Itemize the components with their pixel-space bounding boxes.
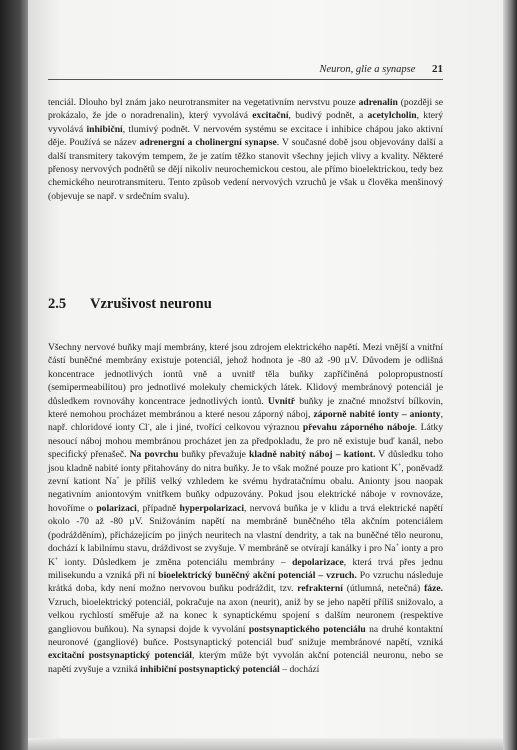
bold-term: fáze. [424,583,443,595]
running-header [48,63,443,75]
text-run: je příliš velký vzhledem ke svému hydratačnímu obalu. Anionty jsou naopak negativním aniontovým vnitřkem buňky odpuzovány. Pokud jsou elektrické náboje v rovnováze, hovoříme o [48,476,443,514]
text-run: buňky je značné množství bílkovin, které nemohou procházet membránou a které nesou záporný náboj, [48,395,443,421]
text-run: , případně [136,502,180,514]
text-run: Vzruch, bioelektrický potenciál, pokračuje na axon (neurit), aniž by se jeho napětí příliš snižovalo, a velkou rychlostí směřuje až na konec k synaptickému spojení s dalším neuronem (respektive gangliovou buňkou). Na synapsi dojde k vyvolání [48,596,443,635]
text-run: Všechny nervové buňky mají membrány, které jsou zdrojem elektrického napětí. Mezi vnější a vnitřní částí buněčné membrány existuje potenciál, jehož hodnota je -80 až -90 µV. Důvodem je odlišná koncentrace jednotlivých iontů vně a uvnitř těla buňky zapříčiněná polopropustností (semipermeabilitou) pro jednotlivé molekuly chemických látek. Klidový membránový potenciál je důsledkem rovnováhy koncentrace jednotlivých iontů. [48,342,443,407]
text-run: tenciál. Dlouho byl znám jako neurotransmiter na vegetativním nervstvu pouze [48,97,359,108]
bold-term: inhibiční [86,123,123,135]
text-run: ionty a pro K [48,543,443,568]
text-run: buňky převažuje [178,449,250,461]
bold-term: Na povrchu [129,449,179,461]
ion-charge-superscript: - [147,422,150,429]
ion-charge-superscript: + [54,556,59,563]
text-run: . Látky nesoucí náboj mohou membránou procházet jen za předpokladu, že pro ně existuje buď kanál, nebo specifický přenašeč. [48,422,443,461]
text-run: , tlumivý podnět. V nervovém systému se excitace i inhibice chápou jako aktivní děje. Používá se název [48,123,443,149]
text-run: – dochází [279,663,320,675]
bold-term: bioelektrický buněčný akční potenciál – vzruch. [158,569,357,581]
bold-term: polarizaci [96,502,137,514]
section-title: Vzrušivost neuronu [90,296,212,312]
text-run: , poněvadž zevní kationt Na [48,462,444,488]
ion-charge-superscript: + [116,475,120,482]
paragraph-intro [48,96,443,203]
page-number: 21 [432,63,443,75]
bold-term: převahu záporného náboje [302,422,415,434]
text-run: Po vzruchu následuje krátká doba, kdy není možno nervovou buňku podráždit, tzv. [48,569,443,595]
bold-term: acetylcholin [367,110,417,122]
bold-term: Uvnitř [267,395,296,407]
bold-term: refrakterní [297,583,343,595]
running-title: Neuron, glie a synapse [319,64,416,75]
text-run: , která trvá přes jednu milisekundu a vzniká při ní [48,556,443,581]
text-run: , nervová buňka je v klidu a trvá elektrické napětí okolo -70 až -80 µV. Snižováním napětí na membráně buněčného těla akčním potenciálem (podrážděním), přicházejícím po jiných neuritech na vlastní dendrity, a tak na buněčné tělo neuronu, dochází k labilnímu stavu, dráždivost se zvyšuje. V membráně se otvírají kanálky i pro Na [48,502,443,555]
text-run: (útlumná, netečná) [342,583,425,595]
bold-term: inhibiční postsynaptický potenciál [140,663,280,675]
text-run: , např. chloridové ionty Cl [48,409,443,434]
text-run: , který vyvolává [48,110,443,135]
section-number: 2.5 [48,296,67,312]
page-edge-shadow [503,0,517,750]
bold-term: hyperpolarizaci [179,502,245,514]
text-run: na druhé kontaktní neuronové (gangliové) buňce. Postsynaptický potenciál buď snižuje membránové napětí, vzniká [48,623,443,648]
text-run: , ale i jiné, tvořící celkovou výraznou [149,422,303,434]
text-run: (později se prokázalo, že jde o noradrenalin), který vyvolává [48,97,443,122]
text-run: . V současné době jsou objevovány další a další transmitery takovým tempem, že je zatím těžko stanovit všechny jejich vlivy a kvality. Některé přenosy nervových podnětů se dějí nikoliv neurochemickou cestou, ale přímo bioelektrickou, tedy bez chemického neurotransmiteru. Tento způsob vedení nervových vzruchů je však u člověka menšinový (objevuje se např. v srdečním svalu). [48,137,443,202]
text-run: , budivý podnět, a [288,110,368,122]
header-rule [48,79,443,80]
paragraph-body [48,341,443,676]
ion-charge-superscript: + [397,462,402,469]
text-run: ionty. Důsledkem je změna potenciálu membrány – [58,556,293,568]
page-bottom-edge [28,738,503,750]
bold-term: depolarizace [292,556,344,568]
ion-charge-superscript: + [395,542,399,549]
text-run: V důsledku toho jsou kladně nabité ionty přitahovány do nitra buňky. Je to však možné pouze pro kationt K [48,449,443,474]
bold-term: postsynaptického potenciálu [248,623,366,635]
bold-term: excitační [252,110,289,122]
bold-term: kladně nabitý náboj – kationt. [249,449,376,461]
bold-term: záporně nabité ionty – anionty [313,409,441,421]
bold-term: excitační postsynaptický potenciál [48,650,192,662]
bold-term: adrenalin [358,97,398,108]
section-heading [48,296,443,313]
bold-term: adrenergní a cholinergní synapse [139,137,277,149]
text-run: , kterým může být vyvolán akční potenciál neuronu, nebo se napětí zvyšuje a vzniká [48,650,443,675]
